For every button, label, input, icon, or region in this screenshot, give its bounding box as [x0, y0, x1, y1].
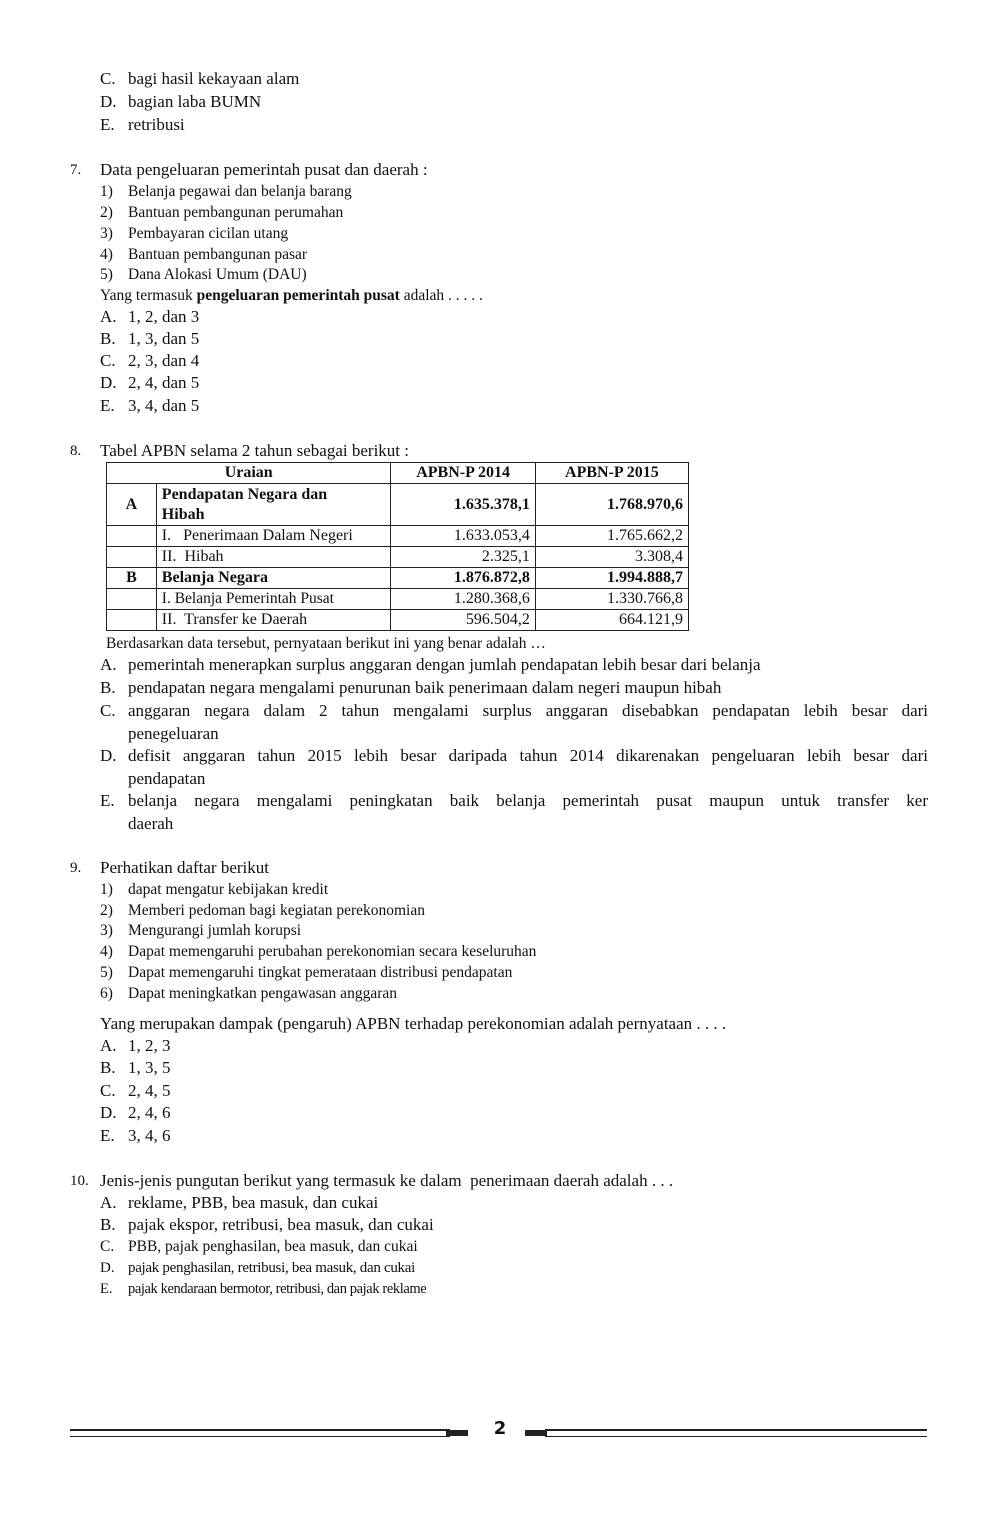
value-2014: 2.325,1 [391, 547, 535, 568]
option-text-line: anggaran negara dalam 2 tahun mengalami surplus anggaran disebabkan pendapatan lebih besar dari [128, 701, 928, 720]
option-label: C. [100, 351, 116, 370]
option-label: B. [100, 678, 116, 697]
header-uraian: Uraian [107, 463, 391, 484]
table-row [107, 589, 689, 610]
option-text: PBB, pajak penghasilan, bea masuk, dan cukai [128, 1238, 418, 1255]
option-text: pemerintah menerapkan surplus anggaran dengan jumlah pendapatan lebih besar dari belanja [128, 655, 761, 674]
option-text-line: pendapatan [128, 768, 206, 788]
table-row [107, 484, 689, 526]
q9-prompt: Yang merupakan dampak (pengaruh) APBN terhadap perekonomian adalah pernyataan . . . . [100, 1014, 727, 1033]
option-label: D. [100, 1260, 115, 1276]
option-label: D. [100, 92, 117, 111]
option-label: C. [100, 69, 116, 88]
option-text: pendapatan negara mengalami penurunan baik penerimaan dalam negeri maupun hibah [128, 678, 722, 697]
option-text: 2, 4, 5 [128, 1081, 171, 1100]
option-label: E. [100, 791, 115, 810]
option-text-line: defisit anggaran tahun 2015 lebih besar daripada tahun 2014 dikarenakan pengeluaran lebih besar dari [128, 746, 928, 765]
option-text: 1, 3, dan 5 [128, 329, 200, 348]
question-text: Jenis-jenis pungutan berikut yang termasuk ke dalam penerimaan daerah adalah . . . [100, 1171, 674, 1190]
item-label: 2) [100, 902, 113, 919]
option-label: E. [100, 115, 115, 134]
option-text: 2, 3, dan 4 [128, 351, 200, 370]
option-text-line: daerah [128, 813, 174, 833]
option-label: D. [100, 373, 117, 392]
apbn-table [106, 462, 689, 631]
table-row [107, 526, 689, 547]
option-text: pajak penghasilan, retribusi, bea masuk, dan cukai [128, 1260, 415, 1276]
option-text: 2, 4, dan 5 [128, 373, 200, 392]
q8-prompt: Berdasarkan data tersebut, pernyataan berikut ini yang benar adalah … [106, 635, 546, 652]
item-label: 5) [100, 964, 113, 981]
item-label: 5) [100, 266, 113, 283]
option-text: pajak kendaraan bermotor, retribusi, dan pajak reklame [128, 1281, 427, 1297]
prompt-pre: Yang termasuk [100, 287, 197, 304]
option-text: 2, 4, 6 [128, 1103, 171, 1122]
table-header-row [107, 463, 689, 484]
option-label: A. [100, 1193, 117, 1212]
value-2014: 1.280.368,6 [391, 589, 535, 610]
section-label [107, 547, 157, 568]
item-label: 4) [100, 943, 113, 960]
table-row [107, 568, 689, 589]
q7-prompt [100, 285, 483, 308]
option-text: bagian laba BUMN [128, 92, 262, 111]
q8-option-d [100, 745, 928, 790]
option-label: A. [100, 1036, 117, 1055]
row-label: II. Hibah [156, 547, 391, 568]
item-text: Belanja pegawai dan belanja barang [128, 183, 352, 200]
option-text: 1, 2, 3 [128, 1036, 171, 1055]
question-number: 9. [70, 860, 82, 876]
header-2015: APBN-P 2015 [535, 463, 688, 484]
option-label: E. [100, 396, 115, 415]
prompt-post: adalah . . . . . [399, 287, 483, 304]
row-label: I. Penerimaan Dalam Negeri [156, 526, 391, 547]
item-label: 3) [100, 225, 113, 242]
option-label: D. [100, 746, 117, 765]
option-text: 3, 4, 6 [128, 1126, 171, 1145]
option-label: A. [100, 655, 117, 674]
option-label: B. [100, 1058, 116, 1077]
q8-option-e [100, 790, 928, 835]
option-text: reklame, PBB, bea masuk, dan cukai [128, 1193, 379, 1212]
value-2015: 664.121,9 [535, 610, 688, 631]
table-row [107, 547, 689, 568]
row-label: Belanja Negara [156, 568, 391, 589]
row-label-line1: Pendapatan Negara dan [161, 485, 328, 503]
question-text: Perhatikan daftar berikut [100, 858, 269, 877]
item-label: 1) [100, 881, 113, 898]
question-text: Data pengeluaran pemerintah pusat dan daerah : [100, 160, 428, 179]
section-label [107, 526, 157, 547]
option-text: 3, 4, dan 5 [128, 396, 200, 415]
option-label: C. [100, 701, 116, 720]
item-text: Dapat memengaruhi perubahan perekonomian secara keseluruhan [128, 943, 537, 960]
item-label: 3) [100, 922, 113, 939]
section-label [107, 610, 157, 631]
row-label [156, 484, 391, 526]
option-text: pajak ekspor, retribusi, bea masuk, dan cukai [128, 1215, 434, 1234]
page-number: 2 [493, 1418, 507, 1439]
option-label: E. [100, 1126, 115, 1145]
question-number: 7. [70, 162, 82, 178]
option-label: D. [100, 1103, 117, 1122]
question-number: 10. [70, 1173, 89, 1189]
header-2014: APBN-P 2014 [391, 463, 535, 484]
item-text: Bantuan pembangunan perumahan [128, 204, 344, 221]
option-text: 1, 3, 5 [128, 1058, 171, 1077]
item-text: Memberi pedoman bagi kegiatan perekonomian [128, 902, 425, 919]
value-2015: 1.768.970,6 [535, 484, 688, 526]
item-text: Pembayaran cicilan utang [128, 225, 289, 242]
option-text: 1, 2, dan 3 [128, 307, 200, 326]
table-row [107, 610, 689, 631]
section-label: A [107, 484, 157, 526]
value-2014: 1.635.378,1 [391, 484, 535, 526]
option-text-line: belanja negara mengalami peningkatan baik belanja pemerintah pusat maupun untuk transfer ker [128, 791, 928, 810]
item-label: 6) [100, 985, 113, 1002]
question-number: 8. [70, 443, 82, 459]
item-text: Mengurangi jumlah korupsi [128, 922, 302, 939]
row-label-line2: Hibah [161, 505, 205, 523]
option-label: A. [100, 307, 117, 326]
option-label: C. [100, 1081, 116, 1100]
section-label [107, 589, 157, 610]
option-label: B. [100, 1215, 116, 1234]
item-text: Dapat meningkatkan pengawasan anggaran [128, 985, 397, 1002]
option-label: B. [100, 329, 116, 348]
value-2014: 596.504,2 [391, 610, 535, 631]
item-text: Bantuan pembangunan pasar [128, 246, 308, 263]
option-text: bagi hasil kekayaan alam [128, 69, 300, 88]
section-label: B [107, 568, 157, 589]
item-text: Dana Alokasi Umum (DAU) [128, 266, 307, 283]
option-text-line: penegeluaran [128, 723, 219, 743]
value-2014: 1.876.872,8 [391, 568, 535, 589]
option-label: E. [100, 1281, 113, 1297]
value-2014: 1.633.053,4 [391, 526, 535, 547]
item-label: 2) [100, 204, 113, 221]
question-text: Tabel APBN selama 2 tahun sebagai berikut : [100, 441, 409, 460]
prompt-bold: pengeluaran pemerintah pusat [196, 287, 400, 304]
item-label: 4) [100, 246, 113, 263]
value-2015: 1.330.766,8 [535, 589, 688, 610]
item-text: Dapat memengaruhi tingkat pemerataan distribusi pendapatan [128, 964, 513, 981]
value-2015: 3.308,4 [535, 547, 688, 568]
row-label: I. Belanja Pemerintah Pusat [156, 589, 391, 610]
item-text: dapat mengatur kebijakan kredit [128, 881, 329, 898]
item-label: 1) [100, 183, 113, 200]
value-2015: 1.765.662,2 [535, 526, 688, 547]
value-2015: 1.994.888,7 [535, 568, 688, 589]
row-label: II. Transfer ke Daerah [156, 610, 391, 631]
q8-option-c [100, 700, 928, 745]
option-label: C. [100, 1238, 115, 1255]
option-text: retribusi [128, 115, 185, 134]
